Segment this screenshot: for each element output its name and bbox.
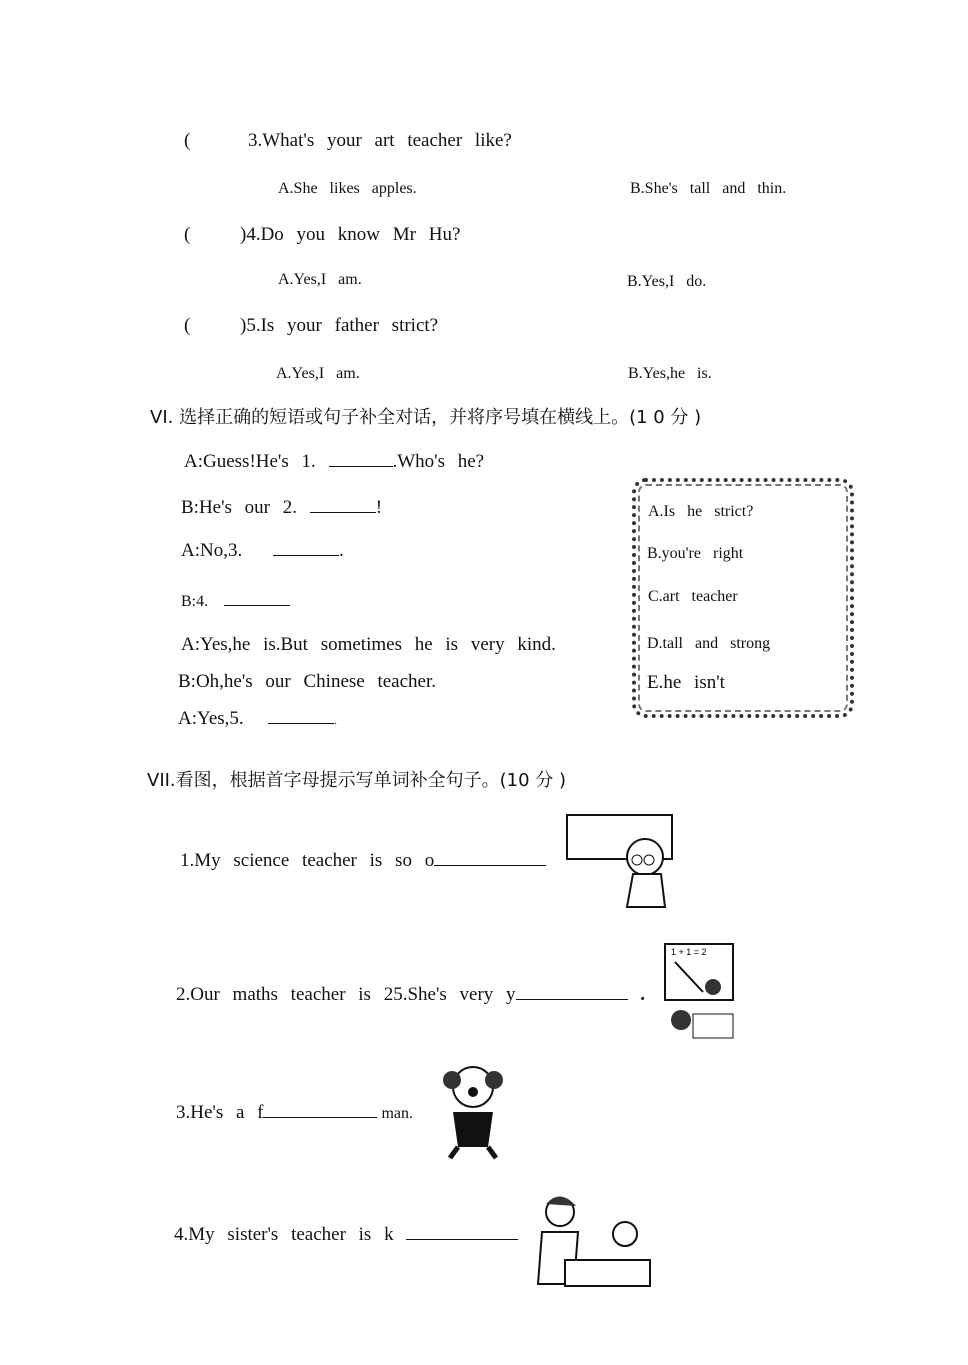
dialogue-line: A:Guess!He's 1. .Who's he? [184,451,485,472]
question-4: )4.Do you know Mr Hu? [240,224,461,245]
science-teacher-picture [565,812,700,914]
svg-text:1 + 1 = 2: 1 + 1 = 2 [671,947,707,957]
question-3: 3.What's your art teacher like? [248,130,512,151]
option-item: B.you're right [647,545,744,562]
answer-paren: ( [184,315,191,336]
maths-teacher-picture [663,942,735,1042]
answer-blank[interactable] [273,539,339,556]
answer-paren: ( [184,224,191,245]
fill-item: 2.Our maths teacher is 25.She's very y . [176,984,646,1005]
answer-blank[interactable] [224,589,290,606]
answer-blank[interactable] [268,707,334,724]
answer-blank[interactable] [516,983,628,1000]
dialogue-line: A:Yes,he is.But sometimes he is very kind. [181,634,556,655]
answer-blank[interactable] [434,849,546,866]
option-item: A.Is he strict? [648,503,754,520]
answer-blank[interactable] [406,1223,518,1240]
question-5: )5.Is your father strict? [240,315,439,336]
option-a: A.She likes apples. [278,180,417,197]
section-vii-title: VII.看图，根据首字母提示写单词补全句子。(10 分 ) [147,770,567,791]
option-item: E.he isn't [647,672,725,693]
answer-blank[interactable] [310,496,376,513]
option-a: A.Yes,I am. [276,365,360,382]
option-b: B.She's tall and thin. [630,180,787,197]
funny-man-picture [438,1062,508,1160]
dialogue-line: B:Oh,he's our Chinese teacher. [178,671,437,692]
fill-item: 1.My science teacher is so o [180,849,546,872]
answer-blank[interactable] [329,450,393,467]
dialogue-line: B:4. [181,589,290,611]
option-b: B.Yes,I do. [627,273,707,290]
dialogue-line: B:He's our 2. ! [181,497,383,518]
fill-item: 4.My sister's teacher is k [174,1223,518,1246]
option-item: D.tall and strong [647,635,771,652]
section-vi-title: VI. 选择正确的短语或句子补全对话，并将序号填在横线上。(1 0 分 ) [150,407,702,428]
option-item: C.art teacher [648,588,738,605]
answer-paren: ( [184,130,191,151]
option-b: B.Yes,he is. [628,365,712,382]
answer-blank[interactable] [263,1101,377,1118]
option-a: A.Yes,I am. [278,271,362,288]
dialogue-line: A:Yes,5. . [178,708,337,729]
dialogue-line: A:No,3. . [181,540,344,561]
kind-teacher-picture [530,1192,655,1290]
fill-item: 3.He's a f man. [176,1102,414,1123]
